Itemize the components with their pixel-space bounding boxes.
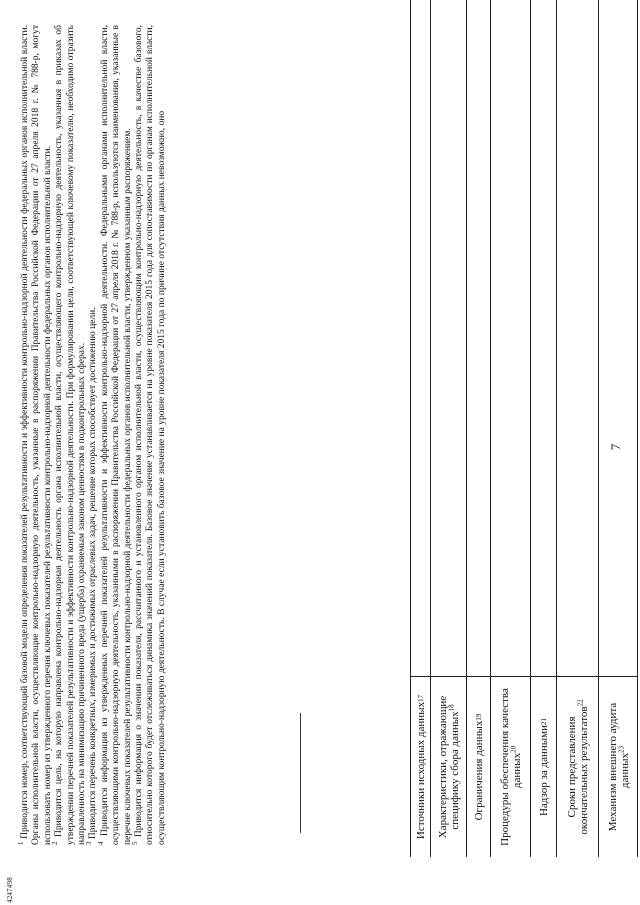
data-table — [410, 0, 640, 857]
table-row-label: Механизм внешнего аудита данных$^{23}$ — [607, 702, 631, 832]
table-row-label: Характеристики, отражающие специфику сбора данных$^{18}$ — [437, 695, 461, 839]
table-row — [598, 0, 638, 857]
footnote: $^1$ Приводится номер, соответствующий базовой модели определения показателей результативности и эффективности контрольно-надзорной деятельности федеральных органов исполнительной власти. Органы исполнительной власти, осуществляющие контрольно-надзорную деятельность, указанные в распоряжении Правительства Российской Федерации от 27 апреля 2018 г. № 788-р, могут использовать номер из утвержденного перечня ключевых показателей результативности контрольно-надзорной деятельности федеральных органов исполнительной власти. — [16, 25, 53, 845]
table-row-label: Источники исходных данных 17 — [415, 694, 427, 840]
footnote: $^4$ Приводится информация из утвержденных перечней показателей результативности и эффективности контрольно-надзорной деятельности. Федеральными органами исполнительной власти, осуществляющими контрольно-надзорную деятельность, указанными в распоряжении Правительства Российской Федерации от 27 апреля 2018 г. № 788-р, используются наименования, указанные в перечне ключевых показателей результативности контрольно-надзорной деятельности федеральных органов исполнительной власти, утвержденном указанным распоряжением. — [96, 24, 133, 845]
table-row-label: Ограничения данных 19 — [473, 713, 485, 821]
table-row-label: Надзор за данными 21 — [538, 717, 550, 817]
footnote-separator — [300, 713, 301, 833]
table-row — [430, 0, 466, 857]
footnote: $^3$ Приводится перечень конкретных, измеримых и достижимых отраслевых задач, решение которых способствует достижению цели. — [85, 307, 99, 845]
footnotes — [16, 24, 296, 845]
table-row-label: Сроки представления окончательных результатов$^{22}$ — [566, 699, 590, 835]
table-row — [410, 0, 430, 857]
table-row — [466, 0, 490, 857]
document-id: 4247498 — [6, 877, 14, 903]
table-row — [556, 0, 598, 857]
table-row-label: Процедуры обеспечения качества данных$^{20}$ — [499, 688, 523, 846]
table-row — [530, 0, 556, 857]
footnote: $^5$ Приводится информация о значении показателя, рассчитанного и установленного органом исполнительной власти, осуществляющим контрольно-надзорную деятельность, в качестве базового, относительно которого будет отслеживаться динамика значений показателя. Базовое значение устанавливается на уровне показателя 2015 года для сопоставимости по органам исполнительной власти, осуществляющим контрольно-надзорную деятельность. В случае если установить базовое значение на уровне показателя 2015 года по причине отсутствия данных невозможно, оно — [130, 25, 167, 845]
page-number: 7 — [608, 443, 623, 451]
table-row — [490, 0, 530, 857]
footnote: $^2$ Приводится цель, на которую направлена контрольно-надзорная деятельность органа исполнительной власти, осуществляющего контрольно-надзорную деятельность, указанная в приказах об утверждении перечней показателей результативности и эффективности контрольно-надзорной деятельности. При формулировании цели, соответствующей ключевому показателю, необходимо отразить направленность на минимизацию причиненного вреда (ущерба) охраняемым законом ценностям в подконтрольных сферах. — [51, 24, 88, 845]
